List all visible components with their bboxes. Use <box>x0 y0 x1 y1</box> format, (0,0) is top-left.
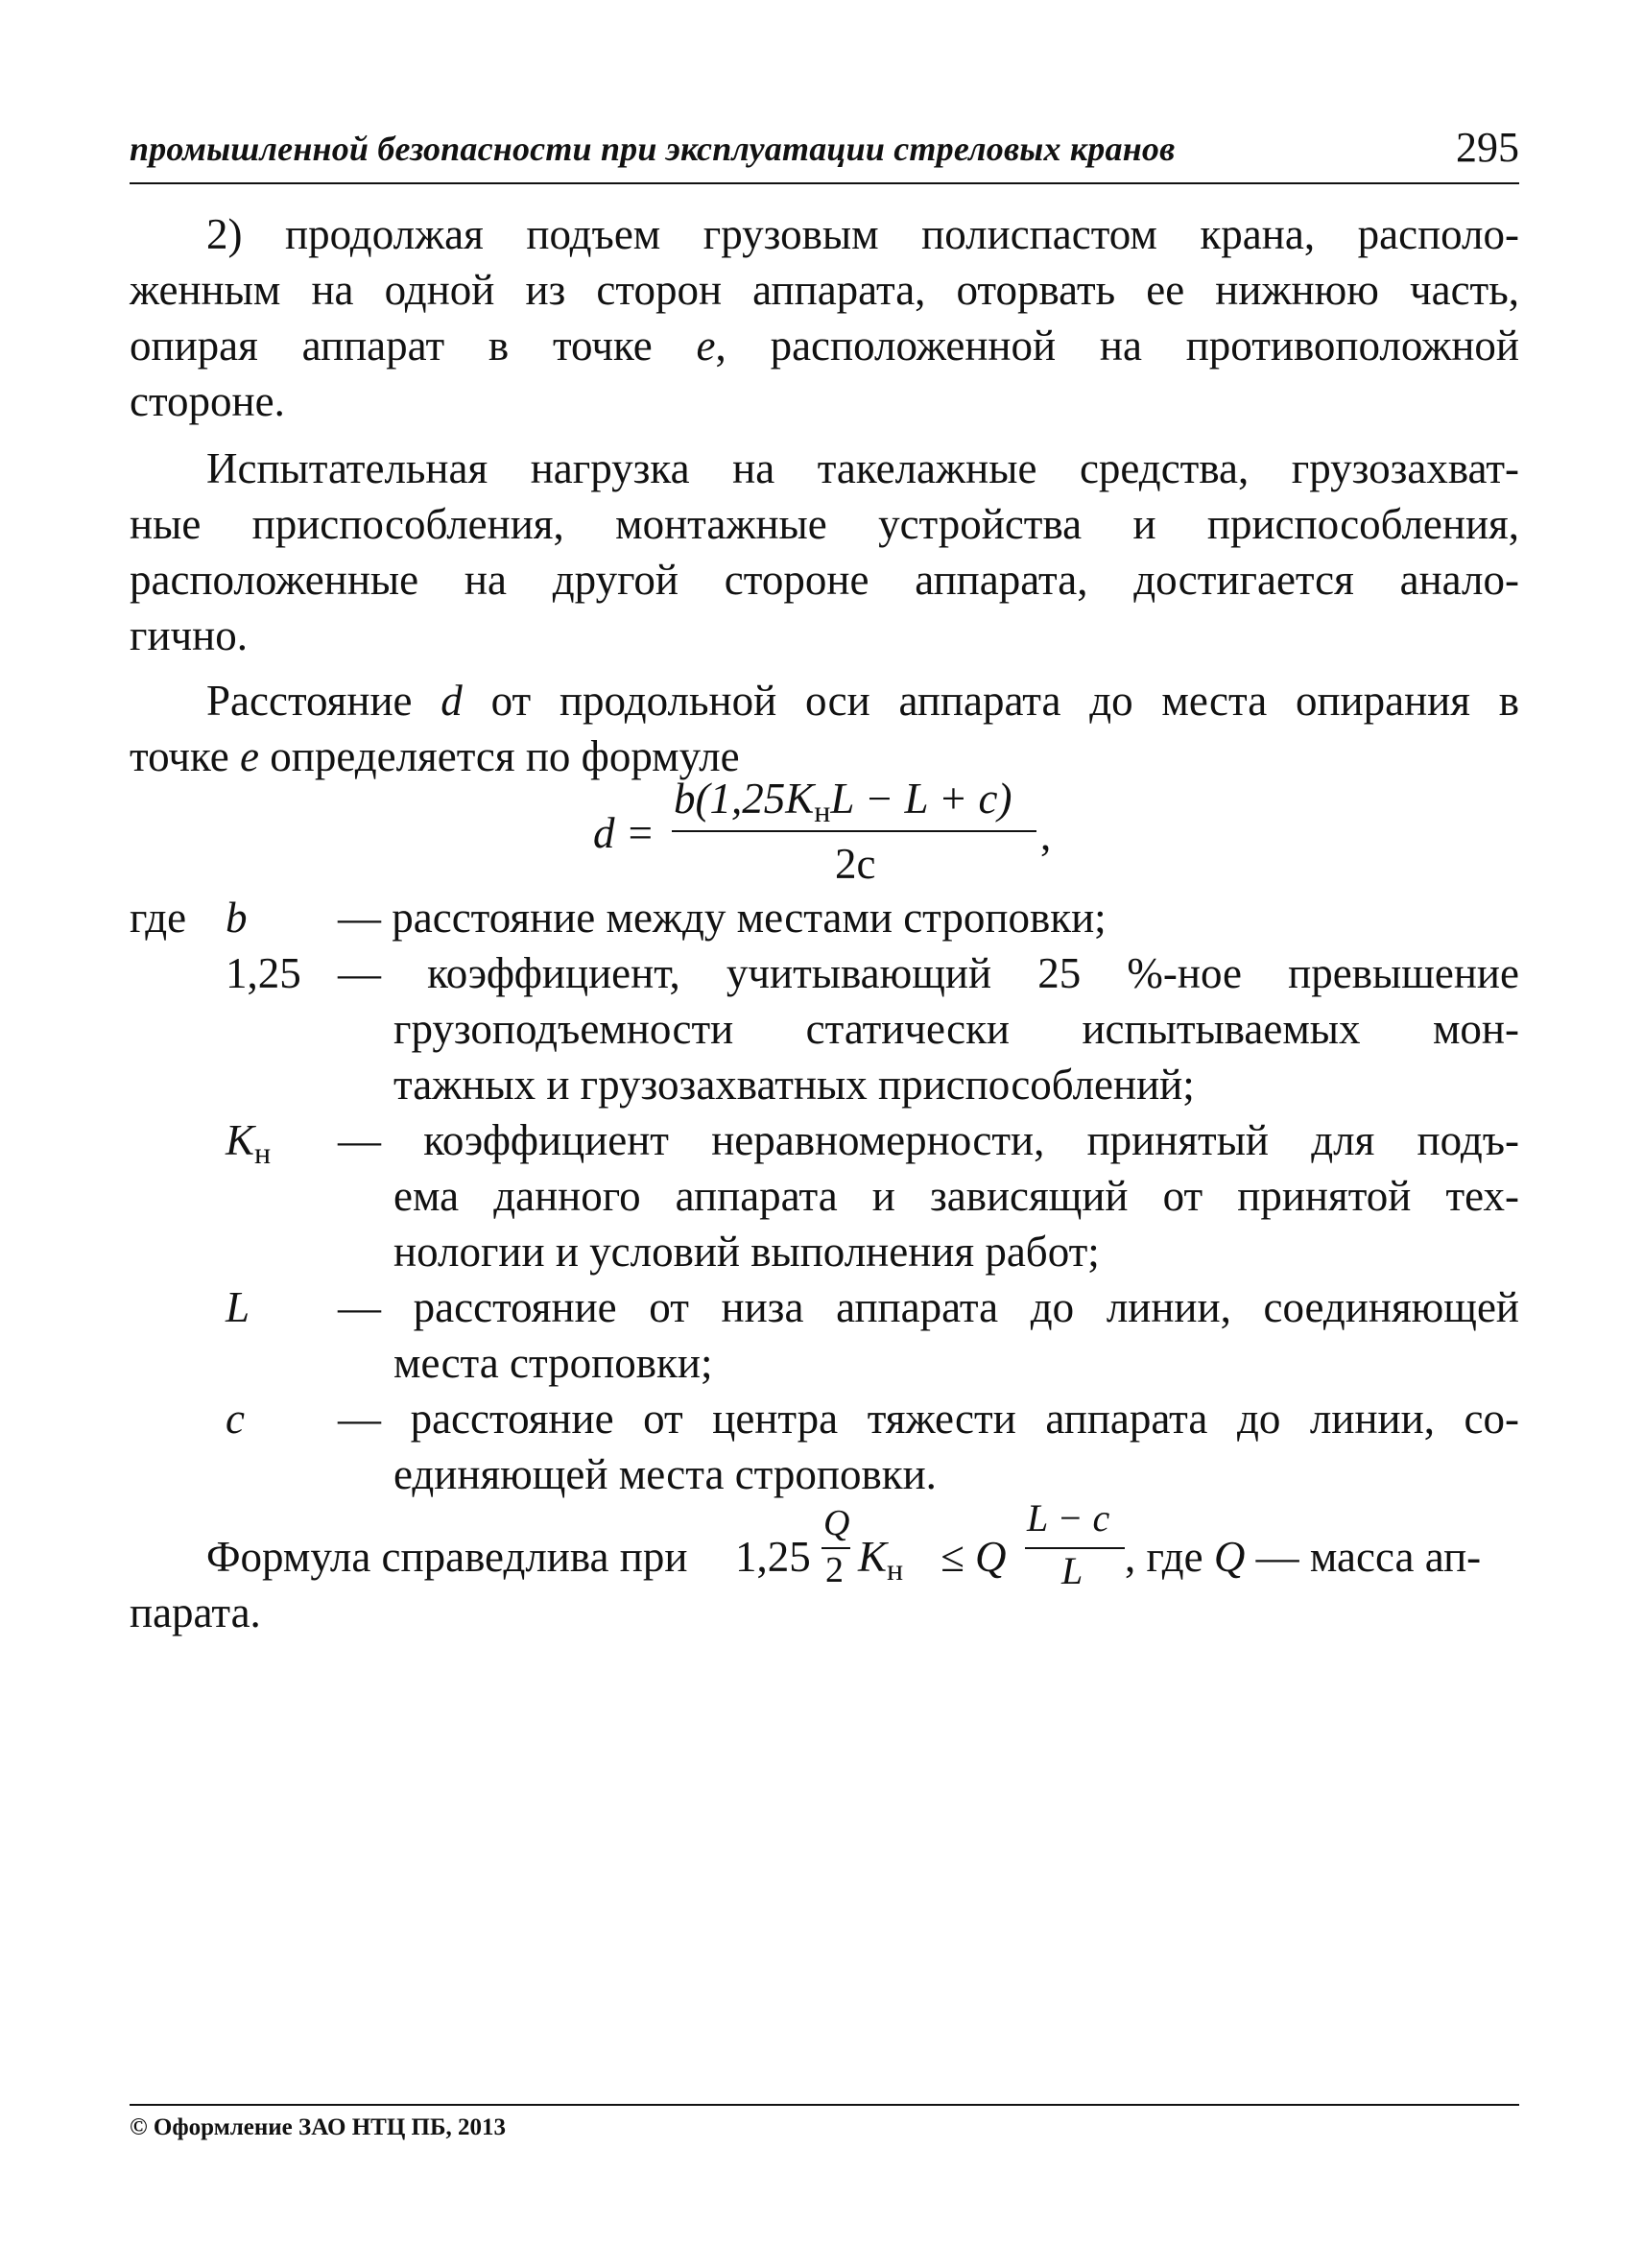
def-text-1-25-2: грузоподъемности статически испытываемых мон- <box>393 1005 1519 1053</box>
def-text-1-25-3: тажных и грузозахватных приспособлений; <box>393 1061 1195 1109</box>
paragraph-4-line-2: парата. <box>130 1588 261 1636</box>
paragraph-2-line-1: Испытательная нагрузка на такелажные средства, грузозахват- <box>206 444 1519 492</box>
def-symbol-1-25: 1,25 <box>226 949 301 997</box>
paragraph-2-line-4: гично. <box>130 611 249 659</box>
variable-e: е <box>696 322 716 370</box>
inline-frac1-bar <box>822 1547 850 1549</box>
paragraph-1-line-2: женным на одной из сторон аппарата, оторвать ее нижнюю часть, <box>130 266 1519 314</box>
inline-leq-q: ≤ Q <box>941 1533 1007 1581</box>
formula-d-comma: , <box>1040 811 1052 859</box>
def-text-kn-1: — коэффициент неравномерности, принятый для подъ- <box>338 1116 1519 1164</box>
paragraph-1-line-3: опирая аппарат в точке е, расположенной на противоположной <box>130 322 1519 370</box>
inline-frac2-den: L <box>1061 1549 1083 1592</box>
paragraph-2-line-2: ные приспособления, монтажные устройства и приспособления, <box>130 500 1519 548</box>
running-header <box>130 125 1519 184</box>
page-number: 295 <box>1456 124 1519 171</box>
def-symbol-c: c <box>226 1395 245 1443</box>
def-symbol-l: L <box>226 1283 250 1331</box>
formula-d-denominator: 2c <box>835 840 876 888</box>
footer-copyright: © Оформление ЗАО НТЦ ПБ, 2013 <box>130 2114 506 2140</box>
paragraph-3-line-1: Расстояние d от продольной оси аппарата до места опирания в <box>206 677 1519 725</box>
inline-frac2-num: L − c <box>1027 1496 1110 1540</box>
def-text-c-2: единяющей места строповки. <box>393 1450 937 1498</box>
variable-d: d <box>441 677 463 725</box>
paragraph-3-line-2: точке е определяется по формуле <box>130 732 740 780</box>
def-text-1-25-1: — коэффициент, учитывающий 25 %-ное превышение <box>338 949 1519 997</box>
running-title: промышленной безопасности при эксплуатации стреловых кранов <box>130 130 1176 168</box>
def-symbol-b: b <box>226 894 248 942</box>
footer-rule <box>130 2104 1519 2106</box>
formula-d-numerator: $b(1,25K_нL - L + c)$ <box>674 775 1012 828</box>
paragraph-4-text-after: , где Q — масса ап- <box>1125 1533 1482 1581</box>
def-text-kn-3: нологии и условий выполнения работ; <box>393 1228 1100 1276</box>
def-text-l-2: места строповки; <box>393 1339 713 1387</box>
paragraph-2-line-3: расположенные на другой стороне аппарата, достигается анало- <box>130 556 1519 604</box>
inline-coef: 1,25 <box>735 1533 811 1581</box>
def-text-c-1: — расстояние от центра тяжести аппарата до линии, со- <box>338 1395 1519 1443</box>
inline-frac1-den: 2 <box>825 1550 844 1590</box>
inline-frac1-num: Q <box>823 1503 850 1543</box>
formula-d-lhs: d = <box>593 809 655 857</box>
def-text-l-1: — расстояние от низа аппарата до линии, соединяющей <box>338 1283 1519 1331</box>
paragraph-4-text-before: Формула справедлива при <box>206 1533 688 1581</box>
def-text-kn-2: ема данного аппарата и зависящий от принятой тех- <box>393 1172 1519 1220</box>
where-label: где <box>130 894 187 942</box>
def-text-b-1: — расстояние между местами строповки; <box>338 894 1107 942</box>
paragraph-1-line-4: стороне. <box>130 377 285 425</box>
inline-k: $K_н$ <box>858 1533 904 1587</box>
formula-d-fraction-bar <box>672 830 1036 832</box>
paragraph-1-line-1: 2) продолжая подъем грузовым полиспастом крана, располо- <box>206 210 1519 258</box>
def-symbol-kn: $K_н$ <box>226 1116 272 1170</box>
